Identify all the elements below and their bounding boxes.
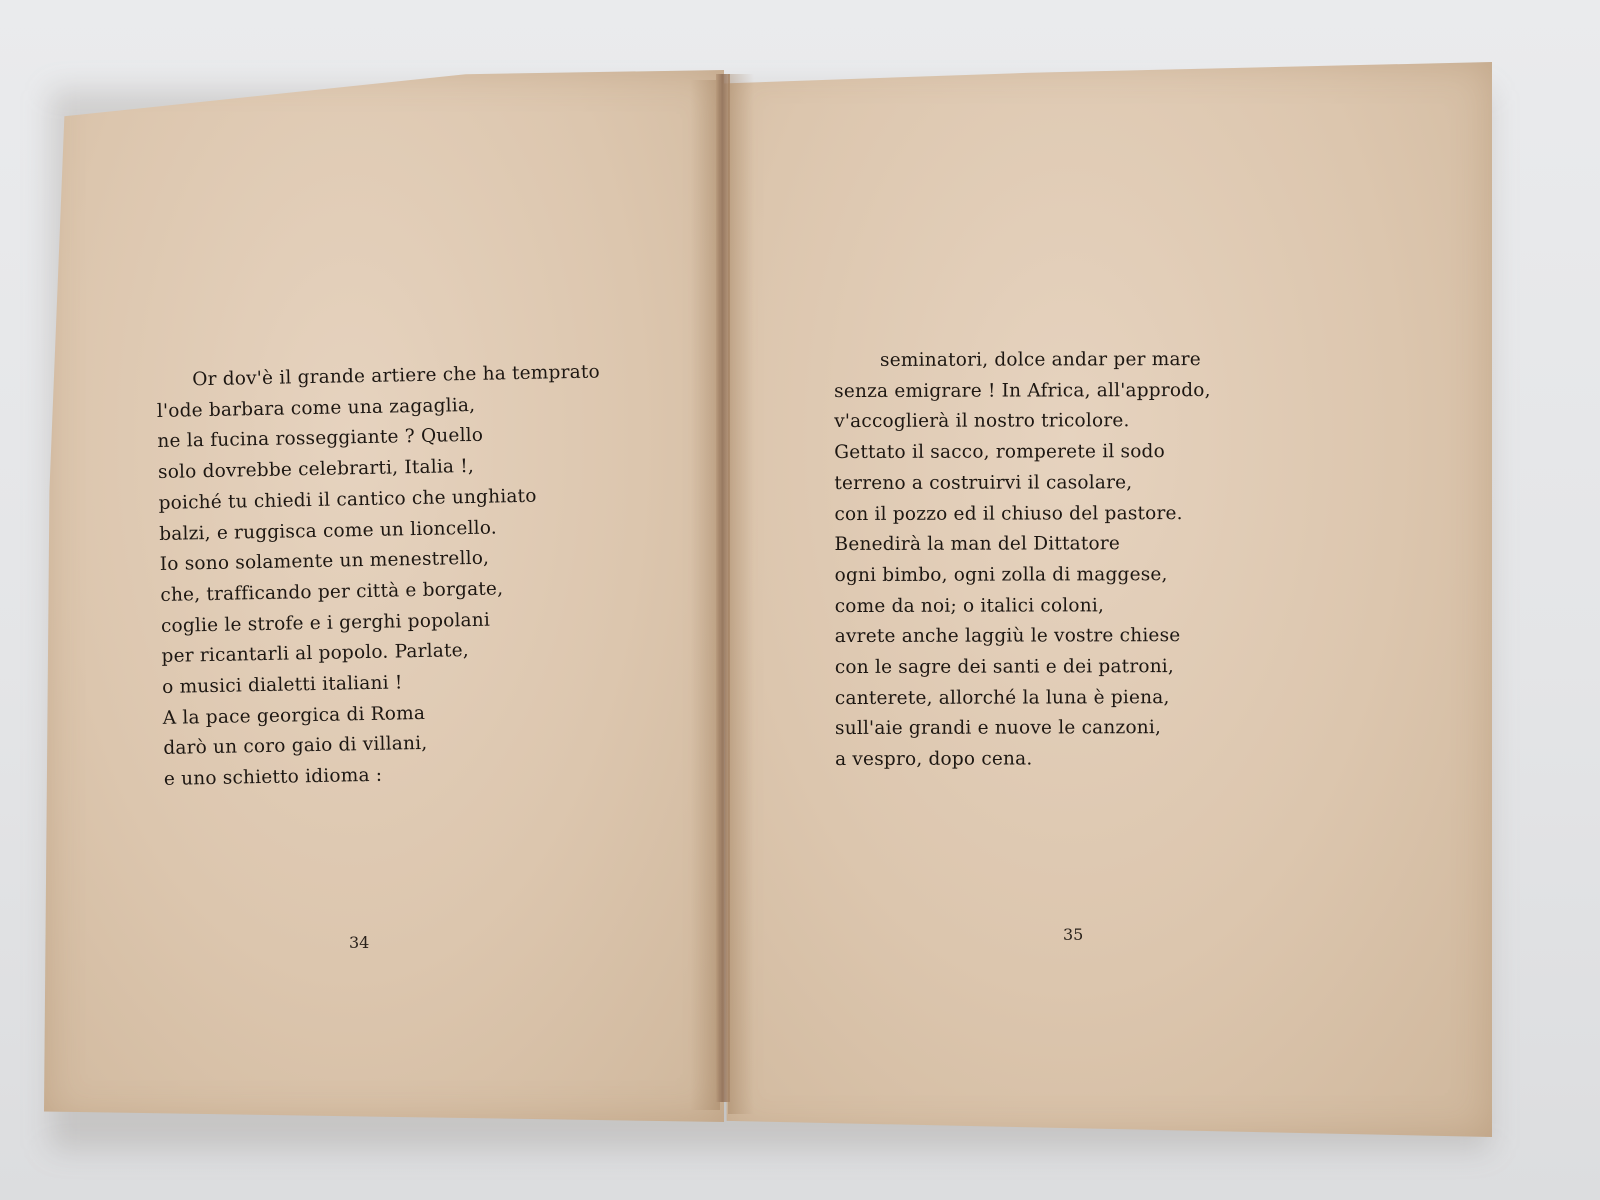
- verse-line: per ricantarli al popolo. Parlate,: [161, 640, 470, 668]
- verse-line: o musici dialetti italiani !: [161, 672, 403, 698]
- verse-line: con le sagre dei santi e dei patroni,: [834, 656, 1175, 679]
- verse-line: come da noi; o italici coloni,: [834, 594, 1105, 617]
- verse-line: seminatori, dolce andar per mare: [880, 349, 1201, 371]
- verse-line: e uno schietto idioma :: [163, 764, 383, 791]
- verse-line: terreno a costruirvi il casolare,: [834, 472, 1133, 494]
- page-number-right: 35: [1063, 925, 1084, 944]
- verse-line: balzi, e ruggisca come un lioncello.: [159, 517, 498, 545]
- verse-line: ne la fucina rosseggiante ? Quello: [157, 425, 484, 453]
- verse-line: a vespro, dopo cena.: [835, 748, 1033, 771]
- verse-line: Gettato il sacco, romperete il sodo: [834, 441, 1165, 464]
- verse-line: avrete anche laggiù le vostre chiese: [834, 625, 1181, 648]
- right-poem-text: [834, 345, 1212, 776]
- verse-line: A la pace georgica di Roma: [162, 702, 426, 729]
- verse-line: v'accoglierà il nostro tricolore.: [834, 410, 1130, 433]
- verse-line: l'ode barbara come una zagaglia,: [156, 394, 476, 422]
- verse-line: Io sono solamente un menestrello,: [159, 547, 490, 576]
- verse-line: che, trafficando per città e borgate,: [160, 578, 504, 606]
- left-poem-text: [156, 357, 608, 795]
- verse-line: sull'aie grandi e nuove le canzoni,: [834, 717, 1162, 740]
- verse-line: coglie le strofe e i gerghi popolani: [160, 609, 491, 637]
- verse-line: canterete, allorché la luna è piena,: [834, 686, 1170, 709]
- verse-line: solo dovrebbe celebrarti, Italia !,: [157, 456, 475, 484]
- verse-line: darò un coro gaio di villani,: [163, 733, 428, 760]
- verse-line: poiché tu chiedi il cantico che unghiato: [158, 485, 537, 514]
- verse-line: senza emigrare ! In Africa, all'approdo,: [834, 379, 1211, 402]
- verse-line: ogni bimbo, ogni zolla di maggese,: [834, 564, 1168, 586]
- verse-line: Benedirà la man del Dittatore: [834, 533, 1121, 556]
- right-gutter-shade: [728, 74, 754, 1114]
- page-number-left: 34: [349, 933, 370, 952]
- verse-line: Or dov'è il grande artiere che ha temprato: [192, 361, 601, 391]
- verse-line: con il pozzo ed il chiuso del pastore.: [834, 502, 1183, 525]
